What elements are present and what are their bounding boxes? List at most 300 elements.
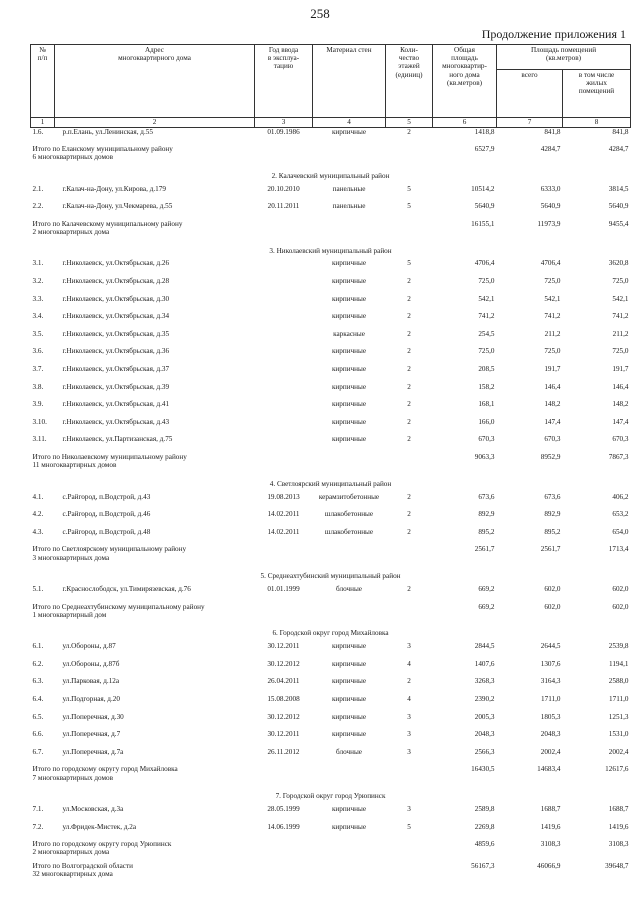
premises-living-cell: 654,0 [612, 527, 629, 536]
total-area-cell: 9063,3 [474, 453, 495, 461]
section-row [31, 167, 631, 185]
premises-all-cell: 1805,3 [540, 712, 561, 721]
section-title: 4. Светлоярский муниципальный район [269, 479, 392, 488]
address-cell: с.Райгород, п.Водстрой, д.46 [62, 510, 151, 519]
premises-all-cell: 670,3 [544, 435, 561, 444]
total-area-cell: 673,6 [478, 492, 495, 501]
header-floors [386, 45, 433, 118]
total-area-cell: 2048,3 [474, 730, 495, 739]
material-cell: керамзитобетонные [318, 492, 380, 501]
header-address-text: Адрес многоквартирного дома [118, 46, 191, 63]
premises-all-cell: 211,2 [544, 329, 561, 338]
floors-cell: 2 [407, 128, 411, 136]
floors-cell: 2 [407, 492, 411, 501]
address-cell: г.Николаевск, ул.Партизанская, д.75 [62, 435, 173, 444]
row-number: 1.6. [32, 128, 44, 136]
total-label: Итого по Еланскому муниципальному району 6 многоквартирных домов [32, 145, 173, 162]
address-cell: ул.Поперечная, д.7 [62, 730, 121, 739]
floors-cell: 2 [407, 677, 411, 686]
header-total-area [433, 45, 497, 118]
year-cell: 30.12.2011 [267, 730, 300, 739]
material-cell: кирпичные [331, 277, 367, 286]
total-label: Итого по Калачевскому муниципальному району 2 многоквартирных дома [32, 219, 183, 237]
material-cell: панельные [332, 184, 366, 193]
total-label: Итого по городскому округу город Урюпинск 2 многоквартирных дома [32, 840, 172, 857]
row-number: 4.3. [32, 527, 44, 536]
year-cell: 26.04.2011 [267, 677, 300, 686]
premises-living-cell: 1531,0 [608, 730, 629, 739]
material-cell: кирпичные [331, 659, 367, 668]
row-number: 6.1. [32, 642, 44, 651]
premises-living-cell: 1713,4 [608, 545, 629, 554]
address-cell: ул.Московская, д.3а [62, 804, 124, 813]
row-number: 3.8. [32, 382, 44, 391]
premises-all-cell: 542,1 [544, 294, 561, 303]
address-cell: г.Николаевск, ул.Октябрьская, д.35 [62, 329, 170, 338]
section-row [31, 475, 631, 493]
table-row [31, 677, 631, 695]
floors-cell: 3 [407, 747, 411, 756]
row-number: 4.1. [32, 492, 44, 501]
floors-cell: 2 [407, 400, 411, 409]
floors-cell: 5 [407, 184, 411, 193]
row-number: 6.6. [32, 730, 44, 739]
total-area-cell: 4706,4 [474, 259, 495, 268]
material-cell: шлакобетонные [324, 510, 374, 519]
row-number: 3.11. [32, 435, 47, 444]
total-area-cell: 16155,1 [471, 219, 495, 228]
row-number: 3.1. [32, 259, 44, 268]
premises-all-cell: 148,2 [544, 400, 561, 409]
material-cell: каркасные [333, 329, 365, 338]
premises-living-cell: 148,2 [612, 400, 629, 409]
floors-cell: 2 [407, 347, 411, 356]
material-cell: панельные [332, 202, 366, 211]
premises-living-cell: 841,8 [612, 128, 629, 136]
premises-living-cell: 4284,7 [608, 145, 629, 154]
year-cell: 14.06.1999 [267, 822, 300, 831]
address-cell: г.Николаевск, ул.Октябрьская, д.39 [62, 382, 170, 391]
material-cell: блочные [336, 584, 362, 593]
floors-cell: 5 [407, 822, 411, 831]
premises-all-cell: 725,0 [544, 277, 561, 286]
table-row [31, 185, 631, 203]
floors-cell: 5 [407, 259, 411, 268]
year-cell [255, 295, 313, 313]
floors-cell: 3 [407, 642, 411, 651]
premises-all-cell: 4284,7 [540, 145, 561, 154]
premises-living-cell: 542,1 [612, 294, 629, 303]
address-cell: ул.Обороны, д.87 [62, 642, 116, 651]
floors-cell: 2 [407, 329, 411, 338]
material-cell: кирпичные [331, 312, 367, 321]
row-number: 2.1. [32, 184, 44, 193]
total-area-cell: 725,0 [478, 277, 495, 286]
material-cell: кирпичные [331, 730, 367, 739]
total-label: Итого по Среднеахтубинскому муниципальному району 1 многоквартирный дом [32, 602, 205, 619]
total-area-cell: 1407,6 [474, 659, 495, 668]
premises-all-cell: 1711,0 [541, 694, 561, 703]
floors-cell: 3 [407, 712, 411, 721]
total-area-cell: 1418,8 [474, 128, 495, 136]
year-cell: 20.10.2010 [267, 184, 300, 193]
floors-cell: 3 [407, 730, 411, 739]
material-cell: кирпичные [331, 400, 367, 409]
row-number: 4.2. [32, 510, 44, 519]
premises-living-cell: 3814,5 [608, 184, 629, 193]
table-row [31, 660, 631, 678]
total-area-cell: 2561,7 [474, 545, 495, 554]
premises-living-cell: 1194,1 [609, 659, 629, 668]
table-row [31, 259, 631, 277]
total-area-cell: 3268,3 [474, 677, 495, 686]
row-number: 6.3. [32, 677, 44, 686]
year-cell: 30.12.2012 [267, 659, 300, 668]
floors-cell: 2 [407, 294, 411, 303]
row-number: 6.2. [32, 659, 44, 668]
row-number: 6.5. [32, 712, 44, 721]
floors-cell: 5 [407, 202, 411, 211]
header-all-text: всего [521, 71, 538, 79]
year-cell: 01.09.1986 [267, 128, 300, 136]
floors-cell: 3 [407, 804, 411, 813]
premises-living-cell: 191,7 [612, 365, 629, 374]
premises-living-cell: 1419,6 [608, 822, 629, 831]
premises-living-cell: 670,3 [612, 435, 629, 444]
premises-living-cell: 3108,3 [608, 840, 629, 849]
table-row [31, 528, 631, 546]
total-row [31, 545, 631, 567]
header-floors-text: Коли- чество этажей (единиц) [395, 46, 423, 79]
floors-cell: 2 [407, 584, 411, 593]
year-cell: 14.02.2011 [267, 510, 300, 519]
premises-living-cell: 1251,3 [608, 712, 629, 721]
premises-all-cell: 11973,9 [537, 219, 561, 228]
total-label: Итого по Светлоярскому муниципальному району 3 многоквартирных дома [32, 545, 187, 562]
table-row [31, 435, 631, 453]
table-row [31, 128, 631, 146]
table-row [31, 713, 631, 731]
table-row [31, 642, 631, 660]
section-title: 6. Городской округ город Михайловка [272, 629, 389, 638]
year-cell [255, 312, 313, 330]
year-cell [255, 330, 313, 348]
premises-all-cell: 741,2 [544, 312, 561, 321]
col-number: 7 [497, 118, 563, 128]
header-premises-text: Площадь помещений (кв.метров) [530, 46, 597, 63]
premises-all-cell: 602,0 [544, 602, 561, 611]
premises-living-cell: 725,0 [612, 347, 629, 356]
floors-cell: 2 [407, 417, 411, 426]
premises-all-cell: 1419,6 [540, 822, 561, 831]
year-cell [255, 277, 313, 295]
row-number: 3.5. [32, 329, 44, 338]
address-cell: г.Николаевск, ул.Октябрьская, д.30 [62, 294, 170, 303]
premises-all-cell: 46066,9 [537, 862, 561, 871]
total-area-cell: 2269,8 [474, 822, 495, 831]
row-number: 3.7. [32, 365, 44, 374]
col-number: 1 [31, 118, 55, 128]
address-cell: г.Калач-на-Дону, ул.Кирова, д.179 [62, 184, 166, 193]
premises-living-cell: 1688,7 [608, 804, 629, 813]
row-number: 3.10. [32, 417, 47, 426]
year-cell: 14.02.2011 [267, 527, 300, 536]
floors-cell: 2 [407, 365, 411, 374]
floors-cell: 2 [407, 382, 411, 391]
year-cell: 01.01.1999 [267, 584, 300, 593]
address-cell: г.Николаевск, ул.Октябрьская, д.34 [62, 312, 170, 321]
table-row [31, 400, 631, 418]
premises-all-cell: 4706,4 [540, 259, 561, 268]
total-label: Итого по Волгоградской области 32 многоквартирных дома [32, 862, 133, 879]
header-living [563, 70, 631, 118]
table-row [31, 695, 631, 713]
total-area-cell: 158,2 [478, 382, 495, 391]
table-row [31, 748, 631, 766]
total-area-cell: 168,1 [478, 400, 495, 409]
premises-all-cell: 602,0 [544, 584, 561, 593]
row-number: 2.2. [32, 202, 44, 211]
total-area-cell: 166,0 [478, 417, 495, 426]
section-row [31, 242, 631, 260]
total-area-cell: 10514,2 [471, 184, 495, 193]
material-cell: кирпичные [331, 642, 367, 651]
premises-living-cell: 5640,9 [608, 202, 629, 211]
premises-all-cell: 2561,7 [540, 545, 561, 554]
address-cell: г.Краснослободск, ул.Тимирязевская, д.76 [62, 584, 191, 593]
premises-all-cell: 841,8 [544, 128, 561, 136]
header-num-text: № п/п [37, 46, 48, 63]
section-row [31, 787, 631, 805]
total-area-cell: 895,2 [478, 527, 495, 536]
table-row [31, 805, 631, 823]
col-number: 8 [563, 118, 631, 128]
section-title: 5. Среднеахтубинский муниципальный район [260, 572, 401, 581]
address-cell: г.Николаевск, ул.Октябрьская, д.41 [62, 400, 170, 409]
table-row [31, 202, 631, 220]
row-number: 6.7. [32, 747, 44, 756]
floors-cell: 2 [407, 435, 411, 444]
header-num [31, 45, 55, 118]
premises-all-cell: 14683,4 [537, 765, 561, 774]
premises-all-cell: 1688,7 [540, 804, 561, 813]
year-cell [255, 259, 313, 277]
premises-living-cell: 1711,0 [609, 694, 629, 703]
premises-living-cell: 147,4 [612, 417, 629, 426]
table-row [31, 295, 631, 313]
table-row [31, 510, 631, 528]
premises-living-cell: 7867,3 [608, 453, 629, 461]
material-cell: кирпичные [331, 382, 367, 391]
premises-all-cell: 2644,5 [540, 642, 561, 651]
row-number: 6.4. [32, 694, 44, 703]
premises-living-cell: 725,0 [612, 277, 629, 286]
premises-living-cell: 146,4 [612, 382, 629, 391]
material-cell: кирпичные [331, 417, 367, 426]
row-number: 3.2. [32, 277, 44, 286]
total-area-cell: 4859,6 [474, 840, 495, 849]
year-cell [255, 418, 313, 436]
total-row [31, 453, 631, 475]
premises-living-cell: 9455,4 [608, 219, 629, 228]
address-cell: г.Николаевск, ул.Октябрьская, д.26 [62, 259, 170, 268]
total-row [31, 862, 631, 884]
address-cell: р.п.Елань, ул.Ленинская, д.55 [62, 128, 153, 136]
material-cell: кирпичные [331, 259, 367, 268]
year-cell [255, 383, 313, 401]
premises-all-cell: 1307,6 [540, 659, 561, 668]
row-number: 3.3. [32, 294, 44, 303]
address-cell: ул.Поперечная, д.30 [62, 712, 124, 721]
row-number: 3.6. [32, 347, 44, 356]
address-cell: г.Николаевск, ул.Октябрьская, д.37 [62, 365, 170, 374]
col-number: 2 [55, 118, 255, 128]
premises-all-cell: 6333,0 [540, 184, 561, 193]
year-cell [255, 347, 313, 365]
premises-living-cell: 406,2 [612, 492, 629, 501]
premises-all-cell: 8952,9 [540, 453, 561, 461]
premises-living-cell: 653,2 [612, 510, 629, 519]
floors-cell: 2 [407, 527, 411, 536]
total-area-cell: 2390,2 [474, 694, 495, 703]
material-cell: блочные [336, 747, 362, 756]
material-cell: кирпичные [331, 677, 367, 686]
table-row [31, 418, 631, 436]
address-cell: ул.Поперечная, д.7а [62, 747, 124, 756]
premises-all-cell: 3108,3 [540, 840, 561, 849]
address-cell: ул.Фридек-Мистек, д.2а [62, 822, 137, 831]
year-cell: 30.12.2012 [267, 712, 300, 721]
address-cell: ул.Подгорная, д.20 [62, 694, 120, 703]
row-number: 7.1. [32, 804, 44, 813]
year-cell: 28.05.1999 [267, 804, 300, 813]
premises-living-cell: 12617,6 [605, 765, 629, 774]
total-row [31, 840, 631, 862]
premises-all-cell: 3164,3 [540, 677, 561, 686]
year-cell: 20.11.2011 [267, 202, 300, 211]
table-row [31, 823, 631, 841]
total-area-cell: 669,2 [478, 602, 495, 611]
total-label: Итого по Николаевскому муниципальному району 11 многоквартирных домов [32, 453, 187, 470]
total-row [31, 603, 631, 625]
col-number: 5 [386, 118, 433, 128]
material-cell: кирпичные [331, 347, 367, 356]
floors-cell: 4 [407, 659, 411, 668]
material-cell: кирпичные [331, 712, 367, 721]
total-area-cell: 5640,9 [474, 202, 495, 211]
material-cell: кирпичные [331, 435, 367, 444]
table-row [31, 277, 631, 295]
premises-living-cell: 2539,8 [608, 642, 629, 651]
total-area-cell: 542,1 [478, 294, 495, 303]
year-cell [255, 400, 313, 418]
total-area-cell: 2844,5 [474, 642, 495, 651]
row-number: 3.4. [32, 312, 44, 321]
address-cell: ул.Парковая, д.12а [62, 677, 120, 686]
year-cell: 30.12.2011 [267, 642, 300, 651]
year-cell: 26.11.2012 [267, 747, 300, 756]
premises-living-cell: 2588,0 [608, 677, 629, 686]
total-area-cell: 2005,3 [474, 712, 495, 721]
address-cell: г.Николаевск, ул.Октябрьская, д.43 [62, 417, 170, 426]
total-area-cell: 741,2 [478, 312, 495, 321]
table-row [31, 347, 631, 365]
total-area-cell: 892,9 [478, 510, 495, 519]
premises-all-cell: 5640,9 [540, 202, 561, 211]
total-area-cell: 6527,9 [474, 145, 495, 154]
table-row [31, 730, 631, 748]
header-material [313, 45, 386, 118]
address-cell: г.Николаевск, ул.Октябрьская, д.36 [62, 347, 170, 356]
col-number: 6 [433, 118, 497, 128]
year-cell: 15.08.2008 [267, 694, 300, 703]
total-area-cell: 56167,3 [471, 862, 495, 871]
header-year [255, 45, 313, 118]
row-number: 7.2. [32, 822, 44, 831]
table-row [31, 493, 631, 511]
section-row [31, 625, 631, 643]
year-cell [255, 435, 313, 453]
premises-living-cell: 741,2 [612, 312, 629, 321]
premises-living-cell: 211,2 [612, 329, 629, 338]
material-cell: кирпичные [331, 294, 367, 303]
year-cell [255, 365, 313, 383]
premises-all-cell: 895,2 [544, 527, 561, 536]
floors-cell: 2 [407, 510, 411, 519]
floors-cell: 4 [407, 694, 411, 703]
total-label: Итого по городскому округу город Михайловка 7 многоквартирных домов [32, 765, 178, 782]
section-title: 7. Городской округ город Урюпинск [275, 792, 386, 800]
col-number: 3 [255, 118, 313, 128]
header-premises [497, 45, 631, 70]
floors-cell: 2 [407, 312, 411, 321]
total-area-cell: 208,5 [478, 365, 495, 374]
total-area-cell: 669,2 [478, 584, 495, 593]
total-area-cell: 2566,3 [474, 747, 495, 756]
premises-living-cell: 3620,8 [608, 259, 629, 268]
premises-all-cell: 673,6 [544, 492, 561, 501]
material-cell: шлакобетонные [324, 527, 374, 536]
premises-all-cell: 725,0 [544, 347, 561, 356]
table-row [31, 365, 631, 383]
year-cell: 19.08.2013 [267, 492, 300, 501]
material-cell: кирпичные [331, 822, 367, 831]
address-cell: г.Калач-на-Дону, ул.Чекмарева, д.55 [62, 202, 173, 211]
header-all [497, 70, 563, 118]
total-area-cell: 670,3 [478, 435, 495, 444]
address-cell: с.Райгород, п.Водстрой, д.43 [62, 492, 151, 501]
row-number: 3.9. [32, 400, 44, 409]
table-row [31, 585, 631, 603]
floors-cell: 2 [407, 277, 411, 286]
header-material-text: Материал стен [326, 46, 372, 54]
material-cell: кирпичные [331, 694, 367, 703]
section-title: 2. Калачевский муниципальный район [271, 171, 390, 180]
page-number: 258 [310, 6, 330, 21]
premises-all-cell: 146,4 [544, 382, 561, 391]
address-cell: г.Николаевск, ул.Октябрьская, д.28 [62, 277, 170, 286]
continuation-caption: Продолжение приложения 1 [481, 27, 626, 41]
table-row [31, 330, 631, 348]
premises-all-cell: 2002,4 [540, 747, 561, 756]
total-area-cell: 725,0 [478, 347, 495, 356]
premises-all-cell: 2048,3 [540, 730, 561, 739]
premises-all-cell: 892,9 [544, 510, 561, 519]
address-cell: ул.Обороны, д.87б [62, 659, 120, 668]
premises-living-cell: 2002,4 [608, 747, 629, 756]
column-number-row [31, 118, 631, 128]
table-row [31, 383, 631, 401]
